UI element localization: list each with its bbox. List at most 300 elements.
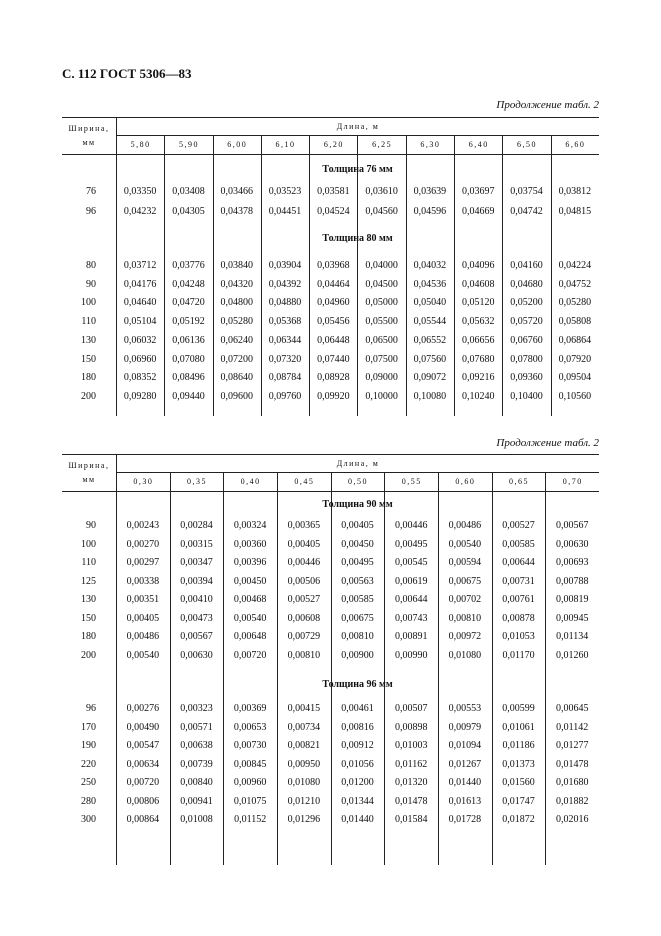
row-width: 90 — [86, 520, 96, 531]
value-cell: 0,00571 — [180, 721, 213, 733]
row-values — [116, 203, 599, 221]
row-width: 220 — [81, 758, 96, 770]
value-cell: 0,00734 — [287, 721, 321, 733]
length-values-row — [116, 473, 599, 491]
length-header-cell: 5,90 — [164, 136, 212, 154]
row-values — [116, 774, 599, 792]
value-cell: 0,00527 — [502, 520, 535, 531]
table-row — [62, 719, 599, 737]
value-cell: 0,00594 — [448, 557, 482, 568]
value-cell: 0,00702 — [448, 594, 482, 605]
value-cell: 0,00739 — [180, 758, 213, 770]
table-row — [62, 369, 599, 387]
table-row — [62, 332, 599, 350]
table-row — [62, 183, 599, 201]
value-cell: 0,00761 — [502, 594, 535, 605]
value-cell: 0,00540 — [448, 538, 482, 550]
row-values — [116, 737, 599, 755]
value-cell: 0,10080 — [413, 390, 447, 402]
length-header-cell: 6,20 — [309, 136, 357, 154]
value-cell: 0,00950 — [287, 758, 321, 770]
table-row — [62, 610, 599, 628]
row-values — [116, 756, 599, 774]
value-cell: 0,00323 — [180, 703, 213, 714]
section-title: Толщина 96 мм — [322, 679, 393, 690]
length-header-cell: 0,65 — [492, 473, 546, 491]
value-cell: 0,04176 — [123, 278, 157, 290]
value-cell: 0,00898 — [394, 721, 428, 733]
value-cell: 0,09216 — [461, 372, 495, 384]
value-cell: 0,01320 — [394, 777, 428, 788]
value-cell: 0,04752 — [558, 278, 592, 290]
value-cell: 0,00315 — [180, 538, 213, 550]
value-cell: 0,07560 — [413, 353, 447, 365]
value-cell: 0,04536 — [413, 278, 447, 290]
length-header-cell: 0,30 — [116, 473, 170, 491]
value-cell: 0,00630 — [555, 538, 589, 550]
length-header-cell: 0,60 — [438, 473, 492, 491]
length-header-cell: 0,50 — [331, 473, 385, 491]
value-cell: 0,09440 — [172, 390, 205, 402]
value-cell: 0,03754 — [510, 186, 543, 197]
value-cell: 0,00553 — [448, 703, 482, 714]
value-cell: 0,05000 — [365, 297, 398, 309]
length-values-row — [116, 136, 599, 154]
value-cell: 0,04500 — [365, 278, 398, 290]
value-cell: 0,09360 — [510, 372, 543, 384]
value-cell: 0,00450 — [233, 575, 267, 587]
value-cell: 0,00972 — [448, 631, 482, 642]
value-cell: 0,00608 — [287, 612, 321, 624]
value-cell: 0,06760 — [510, 334, 543, 346]
value-cell: 0,00527 — [287, 594, 321, 605]
value-cell: 0,00990 — [394, 649, 428, 661]
length-header-cell: 6,25 — [357, 136, 405, 154]
value-cell: 0,01008 — [180, 814, 213, 825]
value-cell: 0,09600 — [220, 390, 253, 402]
value-cell: 0,00567 — [555, 520, 589, 531]
value-cell: 0,08640 — [220, 372, 253, 384]
value-cell: 0,06344 — [268, 334, 302, 346]
value-cell: 0,00450 — [341, 538, 374, 550]
row-width: 110 — [81, 316, 96, 328]
table-row — [62, 276, 599, 294]
value-cell: 0,10560 — [558, 390, 592, 402]
value-cell: 0,04464 — [317, 278, 350, 290]
value-cell: 0,05192 — [172, 316, 205, 328]
value-cell: 0,00396 — [233, 557, 267, 568]
value-cell: 0,04451 — [268, 206, 302, 217]
value-cell: 0,05104 — [123, 316, 157, 328]
row-values — [116, 573, 599, 591]
row-width: 100 — [81, 297, 96, 309]
length-header-cell: 0,55 — [384, 473, 438, 491]
width-label-line: мм — [82, 138, 96, 147]
value-cell: 0,10240 — [461, 390, 495, 402]
value-cell: 0,06656 — [461, 334, 495, 346]
table-row — [62, 536, 599, 554]
value-cell: 0,06960 — [123, 353, 157, 365]
value-cell: 0,01053 — [502, 631, 535, 642]
row-width: 125 — [81, 575, 96, 587]
value-cell: 0,00468 — [233, 594, 267, 605]
value-cell: 0,00284 — [180, 520, 213, 531]
value-cell: 0,01440 — [341, 814, 374, 825]
width-label-line: Ширина, — [68, 461, 110, 470]
page-header: С. 112 ГОСТ 5306—83 — [62, 66, 192, 81]
value-cell: 0,04560 — [365, 206, 398, 217]
value-cell: 0,00394 — [180, 575, 213, 587]
table-row — [62, 351, 599, 369]
table-header — [62, 454, 599, 492]
row-values — [116, 294, 599, 312]
value-cell: 0,04378 — [220, 206, 253, 217]
value-cell: 0,01872 — [502, 814, 535, 825]
value-cell: 0,03466 — [220, 186, 253, 197]
value-cell: 0,03712 — [123, 260, 157, 271]
value-cell: 0,10400 — [510, 390, 543, 402]
table-row — [62, 388, 599, 406]
value-cell: 0,04032 — [413, 260, 447, 271]
value-cell: 0,01056 — [341, 758, 374, 770]
value-cell: 0,04742 — [510, 206, 543, 217]
value-cell: 0,00486 — [448, 520, 482, 531]
value-cell: 0,00743 — [394, 612, 428, 624]
value-cell: 0,04596 — [413, 206, 447, 217]
row-width: 250 — [81, 777, 96, 788]
length-header-cell: 6,10 — [261, 136, 309, 154]
value-cell: 0,00473 — [180, 612, 213, 624]
value-cell: 0,00486 — [126, 631, 160, 642]
section-title: Толщина 76 мм — [322, 164, 393, 175]
value-cell: 0,06552 — [413, 334, 447, 346]
value-cell: 0,01094 — [448, 740, 482, 751]
value-cell: 0,01680 — [555, 777, 589, 788]
value-cell: 0,06448 — [317, 334, 350, 346]
value-cell: 0,06136 — [172, 334, 205, 346]
row-values — [116, 554, 599, 572]
row-width: 150 — [81, 353, 96, 365]
value-cell: 0,00507 — [394, 703, 428, 714]
value-cell: 0,09072 — [413, 372, 447, 384]
table-row — [62, 647, 599, 665]
row-width: 130 — [81, 594, 96, 605]
value-cell: 0,07680 — [461, 353, 495, 365]
value-cell: 0,07440 — [317, 353, 350, 365]
value-cell: 0,01162 — [395, 758, 428, 770]
row-values — [116, 332, 599, 350]
value-cell: 0,04800 — [220, 297, 253, 309]
value-cell: 0,03697 — [461, 186, 495, 197]
row-width: 150 — [81, 612, 96, 624]
table-row — [62, 811, 599, 829]
value-cell: 0,01584 — [394, 814, 428, 825]
value-cell: 0,01152 — [234, 814, 267, 825]
value-cell: 0,05632 — [461, 316, 495, 328]
value-cell: 0,00644 — [502, 557, 535, 568]
value-cell: 0,00675 — [448, 575, 482, 587]
value-cell: 0,00276 — [126, 703, 160, 714]
value-cell: 0,04000 — [365, 260, 398, 271]
value-cell: 0,00619 — [394, 575, 428, 587]
value-cell: 0,00960 — [233, 777, 267, 788]
row-values — [116, 183, 599, 201]
value-cell: 0,00415 — [287, 703, 321, 714]
value-cell: 0,00644 — [394, 594, 428, 605]
value-cell: 0,05040 — [413, 297, 447, 309]
table-row — [62, 737, 599, 755]
value-cell: 0,06032 — [123, 334, 157, 346]
table-row — [62, 793, 599, 811]
value-cell: 0,01560 — [502, 777, 535, 788]
value-cell: 0,00585 — [502, 538, 535, 550]
value-cell: 0,04232 — [123, 206, 157, 217]
value-cell: 0,03581 — [317, 186, 350, 197]
value-cell: 0,00891 — [394, 631, 428, 642]
value-cell: 0,01186 — [502, 740, 535, 751]
value-cell: 0,08352 — [123, 372, 157, 384]
row-values — [116, 388, 599, 406]
value-cell: 0,00405 — [287, 538, 321, 550]
value-cell: 0,00653 — [233, 721, 267, 733]
value-cell: 0,00810 — [287, 649, 321, 661]
value-cell: 0,00324 — [233, 520, 267, 531]
value-cell: 0,00369 — [233, 703, 267, 714]
value-cell: 0,05456 — [317, 316, 350, 328]
value-cell: 0,01728 — [448, 814, 482, 825]
value-cell: 0,00410 — [180, 594, 213, 605]
value-cell: 0,00405 — [126, 612, 160, 624]
value-cell: 0,00900 — [341, 649, 374, 661]
value-cell: 0,00446 — [394, 520, 428, 531]
table-row — [62, 203, 599, 221]
value-cell: 0,00490 — [126, 721, 160, 733]
value-cell: 0,04669 — [461, 206, 495, 217]
value-cell: 0,07500 — [365, 353, 398, 365]
value-cell: 0,00840 — [180, 777, 213, 788]
row-values — [116, 313, 599, 331]
value-cell: 0,01478 — [555, 758, 589, 770]
value-cell: 0,00506 — [287, 575, 321, 587]
row-width: 100 — [81, 538, 96, 550]
row-values — [116, 647, 599, 665]
value-cell: 0,00945 — [555, 612, 589, 624]
value-cell: 0,07200 — [220, 353, 253, 365]
row-values — [116, 591, 599, 609]
value-cell: 0,00634 — [126, 758, 160, 770]
value-cell: 0,00540 — [233, 612, 267, 624]
row-values — [116, 517, 599, 535]
row-values — [116, 719, 599, 737]
value-cell: 0,00810 — [341, 631, 374, 642]
table-row — [62, 573, 599, 591]
value-cell: 0,00816 — [341, 721, 374, 733]
value-cell: 0,04305 — [172, 206, 205, 217]
row-width: 110 — [81, 557, 96, 568]
value-cell: 0,03523 — [268, 186, 302, 197]
width-label-line: Ширина, — [68, 124, 110, 133]
table-row — [62, 554, 599, 572]
value-cell: 0,04224 — [558, 260, 592, 271]
value-cell: 0,00979 — [448, 721, 482, 733]
value-cell: 0,01080 — [287, 777, 321, 788]
value-cell: 0,02016 — [555, 814, 589, 825]
value-cell: 0,00270 — [126, 538, 160, 550]
value-cell: 0,08496 — [172, 372, 205, 384]
value-cell: 0,09504 — [558, 372, 592, 384]
value-cell: 0,03904 — [268, 260, 302, 271]
value-cell: 0,05720 — [510, 316, 543, 328]
table2-continuation: Продолжение табл. 2 — [496, 437, 599, 449]
value-cell: 0,00720 — [233, 649, 267, 661]
value-cell: 0,04960 — [317, 297, 350, 309]
row-values — [116, 811, 599, 829]
value-cell: 0,00675 — [341, 612, 374, 624]
value-cell: 0,01080 — [448, 649, 482, 661]
value-cell: 0,05120 — [461, 297, 495, 309]
table-header — [62, 117, 599, 155]
value-cell: 0,05544 — [413, 316, 447, 328]
value-cell: 0,08784 — [268, 372, 302, 384]
value-cell: 0,01210 — [287, 795, 321, 807]
value-cell: 0,09280 — [123, 390, 157, 402]
value-cell: 0,00347 — [180, 557, 213, 568]
value-cell: 0,05280 — [558, 297, 592, 309]
value-cell: 0,07800 — [510, 353, 543, 365]
width-column-label — [62, 122, 116, 150]
length-group-label: Длина, м — [116, 455, 599, 473]
value-cell: 0,00540 — [126, 649, 160, 661]
value-cell: 0,01134 — [556, 631, 589, 642]
value-cell: 0,00585 — [341, 594, 374, 605]
row-width: 76 — [86, 186, 96, 197]
value-cell: 0,00729 — [287, 631, 321, 642]
value-cell: 0,04524 — [317, 206, 350, 217]
value-cell: 0,00912 — [341, 740, 374, 751]
value-cell: 0,06500 — [365, 334, 398, 346]
row-width: 96 — [86, 206, 96, 217]
value-cell: 0,03840 — [220, 260, 253, 271]
length-header-cell: 6,50 — [502, 136, 550, 154]
value-cell: 0,05280 — [220, 316, 253, 328]
row-width: 170 — [81, 721, 96, 733]
row-values — [116, 536, 599, 554]
value-cell: 0,00243 — [126, 520, 160, 531]
value-cell: 0,03610 — [365, 186, 398, 197]
row-width: 180 — [81, 631, 96, 642]
table-row — [62, 294, 599, 312]
value-cell: 0,00599 — [502, 703, 535, 714]
value-cell: 0,06240 — [220, 334, 253, 346]
value-cell: 0,04248 — [172, 278, 205, 290]
value-cell: 0,04096 — [461, 260, 495, 271]
value-cell: 0,05500 — [365, 316, 398, 328]
value-cell: 0,01478 — [394, 795, 428, 807]
value-cell: 0,00545 — [394, 557, 428, 568]
value-cell: 0,01170 — [502, 649, 535, 661]
value-cell: 0,00788 — [555, 575, 589, 587]
value-cell: 0,01277 — [555, 740, 589, 751]
section-title: Толщина 80 мм — [322, 233, 393, 244]
value-cell: 0,05368 — [268, 316, 302, 328]
value-cell: 0,00638 — [180, 740, 213, 751]
value-cell: 0,09920 — [317, 390, 350, 402]
value-cell: 0,04680 — [510, 278, 543, 290]
row-values — [116, 700, 599, 718]
width-label-line: мм — [82, 475, 96, 484]
value-cell: 0,03639 — [413, 186, 447, 197]
row-width: 190 — [81, 740, 96, 751]
row-width: 96 — [86, 703, 96, 714]
table-row — [62, 591, 599, 609]
value-cell: 0,00819 — [555, 594, 589, 605]
value-cell: 0,00693 — [555, 557, 589, 568]
value-cell: 0,01075 — [233, 795, 267, 807]
value-cell: 0,00730 — [233, 740, 267, 751]
value-cell: 0,05808 — [558, 316, 592, 328]
width-column-label — [62, 459, 116, 487]
value-cell: 0,00864 — [126, 814, 160, 825]
value-cell: 0,00720 — [126, 777, 160, 788]
value-cell: 0,01200 — [341, 777, 374, 788]
value-cell: 0,04720 — [172, 297, 205, 309]
length-header-cell: 6,60 — [551, 136, 599, 154]
value-cell: 0,00941 — [180, 795, 213, 807]
row-values — [116, 257, 599, 275]
value-cell: 0,01142 — [556, 721, 589, 733]
value-cell: 0,07080 — [172, 353, 205, 365]
value-cell: 0,00495 — [341, 557, 374, 568]
value-cell: 0,10000 — [365, 390, 398, 402]
value-cell: 0,09000 — [365, 372, 398, 384]
row-width: 300 — [81, 814, 96, 825]
row-width: 200 — [81, 649, 96, 661]
value-cell: 0,00360 — [233, 538, 267, 550]
value-cell: 0,04640 — [123, 297, 157, 309]
value-cell: 0,00461 — [341, 703, 374, 714]
section-title: Толщина 90 мм — [322, 499, 393, 510]
row-width: 180 — [81, 372, 96, 384]
length-header-cell: 0,40 — [223, 473, 277, 491]
value-cell: 0,07920 — [558, 353, 592, 365]
value-cell: 0,04880 — [268, 297, 302, 309]
value-cell: 0,04392 — [268, 278, 302, 290]
row-values — [116, 276, 599, 294]
length-header-cell: 5,80 — [116, 136, 164, 154]
length-header-cell: 6,30 — [406, 136, 454, 154]
value-cell: 0,03812 — [558, 186, 592, 197]
value-cell: 0,00297 — [126, 557, 160, 568]
value-cell: 0,00645 — [555, 703, 589, 714]
value-cell: 0,00810 — [448, 612, 482, 624]
value-cell: 0,00405 — [341, 520, 374, 531]
row-values — [116, 610, 599, 628]
table2 — [62, 454, 599, 825]
table-row — [62, 517, 599, 535]
value-cell: 0,00351 — [126, 594, 160, 605]
value-cell: 0,01440 — [448, 777, 482, 788]
value-cell: 0,00806 — [126, 795, 160, 807]
row-width: 80 — [86, 260, 96, 271]
value-cell: 0,04160 — [510, 260, 543, 271]
value-cell: 0,03408 — [172, 186, 205, 197]
value-cell: 0,00821 — [287, 740, 321, 751]
value-cell: 0,00845 — [233, 758, 267, 770]
value-cell: 0,03350 — [123, 186, 157, 197]
value-cell: 0,01613 — [448, 795, 482, 807]
value-cell: 0,00878 — [502, 612, 535, 624]
value-cell: 0,00630 — [180, 649, 213, 661]
